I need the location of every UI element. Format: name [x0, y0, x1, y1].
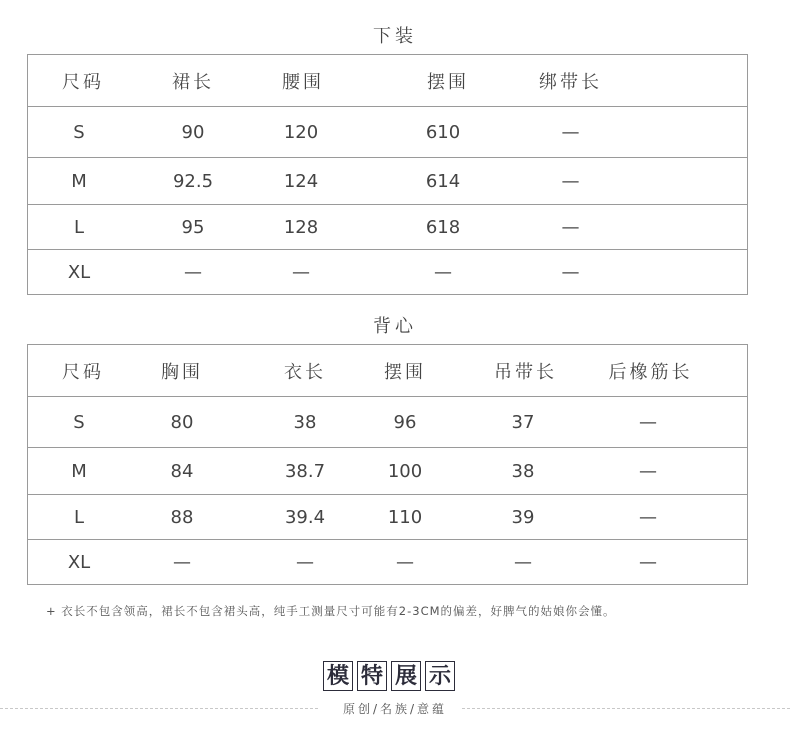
table-row — [28, 106, 747, 157]
value-cell: 38 — [293, 411, 317, 433]
header-cell: 胸围 — [161, 361, 203, 383]
bottoms-title: 下装 — [373, 26, 417, 47]
header-cell: 衣长 — [284, 361, 326, 383]
value-cell: 37 — [511, 411, 535, 433]
table-row — [28, 494, 747, 539]
table-header-row — [28, 345, 747, 396]
table-row — [28, 396, 747, 447]
header-cell: 尺码 — [62, 71, 104, 93]
value-cell: 128 — [283, 216, 319, 238]
value-cell: 84 — [170, 460, 194, 482]
header-cell: 吊带长 — [494, 361, 557, 383]
header-cell: 尺码 — [62, 361, 104, 383]
value-cell: 100 — [387, 460, 423, 482]
value-cell: 120 — [283, 121, 319, 143]
vest-title: 背心 — [373, 316, 417, 337]
size-cell: L — [73, 506, 85, 528]
bottoms-size-table — [27, 54, 748, 295]
value-cell: — — [561, 216, 580, 238]
value-cell: — — [561, 121, 580, 143]
value-cell: — — [639, 411, 657, 433]
title-char: 模 — [323, 661, 353, 691]
value-cell: 110 — [387, 506, 423, 528]
table-row — [28, 204, 747, 249]
model-showcase-title — [320, 658, 458, 694]
value-cell: — — [296, 551, 314, 573]
value-cell: 38 — [511, 460, 535, 482]
value-cell: — — [184, 261, 202, 283]
value-cell: 39 — [511, 506, 535, 528]
value-cell: 38.7 — [284, 460, 326, 482]
title-char: 特 — [357, 661, 387, 691]
value-cell: 618 — [425, 216, 461, 238]
value-cell: — — [639, 506, 657, 528]
value-cell: 95 — [181, 216, 205, 238]
header-cell: 裙长 — [172, 71, 214, 93]
footer-subtitle: 原创/名族/意蕴 — [342, 702, 448, 716]
table-row — [28, 249, 747, 294]
value-cell: — — [292, 261, 310, 283]
measurement-note: + 衣长不包含领高，裙长不包含裙头高，纯手工测量尺寸可能有2-3CM的偏差，好脾气的姑娘你会懂。 — [46, 604, 616, 618]
header-cell: 摆围 — [384, 361, 426, 383]
value-cell: 80 — [170, 411, 194, 433]
value-cell: — — [173, 551, 191, 573]
value-cell: 610 — [425, 121, 461, 143]
value-cell: — — [514, 551, 532, 573]
value-cell: 96 — [393, 411, 417, 433]
size-cell: M — [71, 170, 87, 192]
header-cell: 后橡筋长 — [608, 361, 693, 383]
value-cell: — — [396, 551, 414, 573]
table-row — [28, 447, 747, 494]
value-cell: 124 — [283, 170, 319, 192]
title-char: 展 — [391, 661, 421, 691]
header-cell: 摆围 — [427, 71, 469, 93]
size-cell: XL — [67, 551, 91, 573]
table-row — [28, 157, 747, 204]
header-cell: 腰围 — [282, 71, 324, 93]
title-char: 示 — [425, 661, 455, 691]
size-cell: S — [73, 121, 85, 143]
vest-size-table — [27, 344, 748, 585]
table-row — [28, 539, 747, 584]
size-cell: M — [71, 460, 87, 482]
size-cell: L — [73, 216, 85, 238]
value-cell: 90 — [181, 121, 205, 143]
value-cell: — — [639, 460, 657, 482]
size-cell: S — [73, 411, 85, 433]
value-cell: 39.4 — [284, 506, 326, 528]
value-cell: 92.5 — [172, 170, 214, 192]
value-cell: 614 — [425, 170, 461, 192]
value-cell: 88 — [170, 506, 194, 528]
size-cell: XL — [67, 261, 91, 283]
value-cell: — — [561, 170, 580, 192]
value-cell: — — [434, 261, 452, 283]
value-cell: — — [561, 261, 580, 283]
table-header-row — [28, 55, 747, 106]
header-cell: 绑带长 — [539, 71, 602, 93]
value-cell: — — [639, 551, 657, 573]
